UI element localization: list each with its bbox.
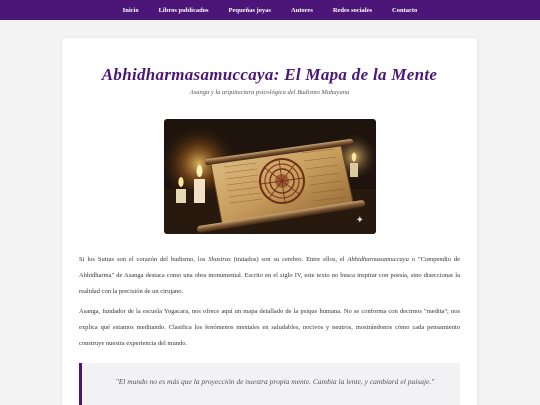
- nav-redes-sociales[interactable]: Redes sociales: [332, 6, 373, 14]
- paragraph-asanga: Asanga, fundador de la escuela Yogacara, nos ofrece aquí un mapa detallado de la psique humana. No se conforma con decirnos "medita"; nos explica qué estamos meditando. Clasifica los fenómenos mentales en saludables, nocivos y neutros, mostrándonos cómo cada pensamiento construye nuestra experiencia del mundo.: [79, 308, 460, 347]
- p1-text-a: Si los Sutras son el corazón del budismo, los: [79, 256, 209, 263]
- hero-image: [164, 119, 376, 234]
- p1-emphasis-shastras: Shastras: [208, 256, 231, 263]
- quote-text: "El mundo no es más que la proyección de nuestra propia mente. Cambia la lente, y cambiará el paisaje.": [115, 377, 435, 386]
- quote-block: [79, 363, 460, 405]
- sparkle-icon: ✦: [355, 215, 364, 226]
- nav-pequenas-joyas[interactable]: Pequeñas joyas: [228, 6, 271, 14]
- scroll-candles-illustration: [164, 119, 376, 234]
- p1-text-e: o "Compendio de Abhidharma" de Asanga destaca como una obra monumental. Escrito en el siglo IV, este texto no busca inspirar con poesía, sino diseccionar la realidad con la precisión de un cirujano.: [79, 256, 460, 295]
- nav-inicio[interactable]: Inicio: [122, 6, 139, 14]
- nav-contacto[interactable]: Contacto: [392, 6, 418, 14]
- article-subtitle: Asanga y la arquitectura psicológica del Budismo Mahayana: [189, 89, 350, 96]
- p1-emphasis-title: Abhidharmasamuccaya: [347, 256, 409, 263]
- article-title: Abhidharmasamuccaya: El Mapa de la Mente: [101, 65, 438, 84]
- p1-text-c: (tratados) son su cerebro. Entre ellos, el: [230, 256, 348, 263]
- article-card: [62, 38, 477, 405]
- paragraph-intro: [79, 252, 460, 300]
- nav-autores[interactable]: Autores: [290, 6, 313, 14]
- nav-libros-publicados[interactable]: Libros publicados: [158, 6, 209, 14]
- top-navigation: [0, 0, 540, 20]
